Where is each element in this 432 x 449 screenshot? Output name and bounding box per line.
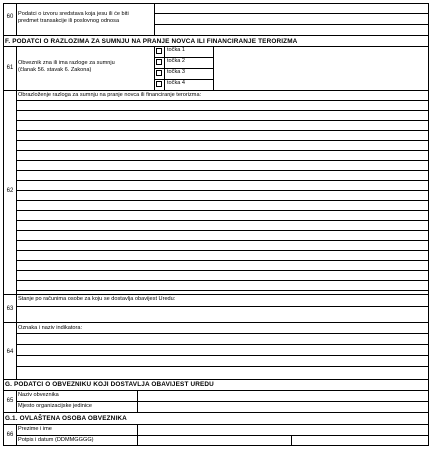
- option-4-checkbox[interactable]: [156, 81, 162, 87]
- organizational-unit-label: Mjesto organizacijske jedinice: [18, 403, 92, 409]
- number-column-divider: [16, 46, 17, 90]
- row60-input-3[interactable]: [155, 25, 428, 35]
- section-f-title: F. PODATCI O RAZLOZIMA ZA SUMNJU NA PRANJE NOVCA ILI FINANCIRANJE TERORIZMA: [5, 38, 298, 45]
- row-number-61: 61: [6, 65, 14, 71]
- row-number-62: 62: [6, 188, 14, 194]
- row63-top-rule: [3, 294, 429, 295]
- organizational-unit-input[interactable]: [138, 402, 428, 412]
- section-g1-top-rule: [3, 412, 429, 413]
- row60-label-line1: Podatci o izvoru sredstava koja jesu ili će biti: [18, 11, 129, 17]
- obligor-name-input[interactable]: [138, 391, 428, 401]
- row-number-60: 60: [6, 14, 14, 20]
- section-g-top-rule: [3, 379, 429, 380]
- option-1-label: točka 1: [167, 47, 186, 53]
- option-1-checkbox[interactable]: [156, 48, 162, 54]
- surname-name-input[interactable]: [138, 425, 428, 435]
- surname-name-label: Prezime i ime: [18, 426, 52, 432]
- row63-label: Stanje po računima osobe za koju se dostavlja obavijest Uredu:: [18, 296, 176, 302]
- signature-input[interactable]: [138, 436, 291, 446]
- row60-input-1[interactable]: [155, 4, 428, 13]
- row64-indicator-textarea[interactable]: [17, 334, 428, 378]
- option-3-checkbox[interactable]: [156, 70, 162, 76]
- row60-input-2[interactable]: [155, 14, 428, 24]
- row-number-63: 63: [6, 306, 14, 312]
- obligor-name-label: Naziv obveznika: [18, 392, 59, 398]
- signature-date-label: Potpis i datum (DDMMGGGG): [18, 437, 94, 443]
- row62-justification-textarea[interactable]: [17, 101, 428, 293]
- option-3-label: točka 3: [167, 69, 186, 75]
- option-4-label: točka 4: [167, 80, 186, 86]
- section-f-bottom-rule: [3, 46, 429, 47]
- row64-top-rule: [3, 322, 429, 323]
- section-g-title: G. PODATCI O OBVEZNIKU KOJI DOSTAVLJA OBAVIJEST UREDU: [5, 381, 214, 388]
- row61-options-right-border: [213, 46, 214, 90]
- row-number-66: 66: [6, 432, 14, 438]
- row61-label-line2: (članak 56. stavak 6. Zakona): [18, 67, 92, 73]
- option-2-checkbox[interactable]: [156, 59, 162, 65]
- section-g1-title: G.1. OVLAŠTENA OSOBA OBVEZNIKA: [5, 415, 127, 422]
- section-f-top-rule: [3, 35, 429, 36]
- date-input[interactable]: [292, 436, 428, 446]
- row60-label-line2: predmet transakcije ili poslovnog odnosa: [18, 18, 120, 24]
- row64-label: Oznaka i naziv indikatora:: [18, 325, 83, 331]
- option-2-label: točka 2: [167, 58, 186, 64]
- row63-balance-input[interactable]: [17, 307, 428, 321]
- row-number-65: 65: [6, 398, 14, 404]
- row62-top-rule: [3, 90, 429, 91]
- row62-label: Obrazloženje razloga za sumnju na pranje novca ili financiranje terorizma:: [18, 92, 202, 98]
- row-number-64: 64: [6, 349, 14, 355]
- number-column-divider: [16, 3, 17, 35]
- row61-label-line1: Obveznik zna ili ima razloge za sumnju: [18, 60, 115, 66]
